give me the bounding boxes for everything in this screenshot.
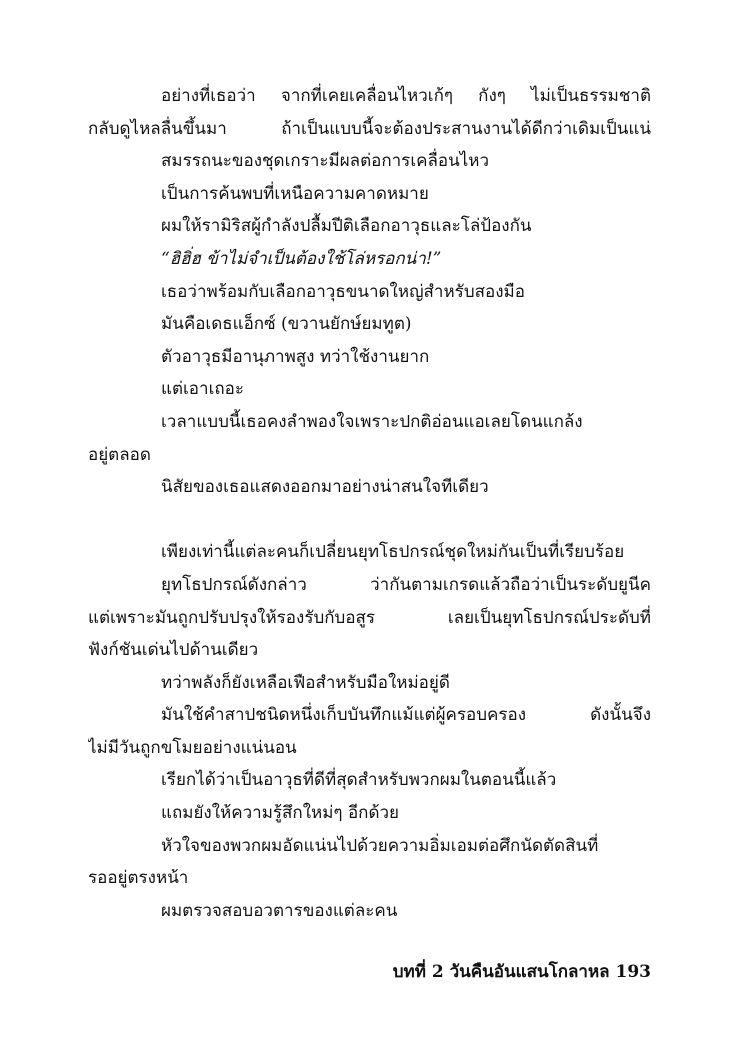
text-line: ไม่มีวันถูกขโมยอย่างแน่นอน bbox=[88, 737, 297, 758]
paragraph-break bbox=[88, 504, 651, 537]
text-line: เวลาแบบนี้เธอคงลำพองใจเพราะปกติอ่อนแอเลยโดนแกล้ง bbox=[161, 411, 583, 432]
text-line: แต่เอาเถอะ bbox=[161, 379, 245, 400]
text-line: ผมให้รามิริสผู้กำลังปลื้มปีติเลือกอาวุธและโล่ป้องกัน bbox=[161, 216, 532, 237]
text-line: เพียงเท่านี้แต่ละคนก็เปลี่ยนยุทโธปกรณ์ชุดใหม่กันเป็นที่เรียบร้อย bbox=[161, 542, 625, 563]
text-line: เธอว่าพร้อมกับเลือกอาวุธขนาดใหญ่สำหรับสองมือ bbox=[161, 281, 525, 302]
body-text bbox=[88, 80, 651, 927]
page-footer: บทที่ 2 วันคืนอันแสนโกลาหล 193 bbox=[392, 962, 651, 982]
text-line: หัวใจของพวกผมอัดแน่นไปด้วยความอิ่มเอมต่อศึกนัดตัดสินที่ bbox=[161, 835, 599, 856]
text-line: แต่เพราะมันถูกปรับปรุงให้รองรับกับอสูร เลยเป็นยุทโธปกรณ์ประดับที่ bbox=[88, 607, 651, 628]
dialogue-line: “ฮิฮิ่ฮ ข้าไม่จำเป็นต้องใช้โล่หรอกน่า!” bbox=[161, 248, 442, 269]
text-line: เป็นการค้นพบที่เหนือความคาดหมาย bbox=[161, 183, 429, 204]
text-line: มันคือเดธแอ็กซ์ (ขวานยักษ์ยมทูต) bbox=[161, 314, 412, 335]
text-line: เรียกได้ว่าเป็นอาวุธที่ดีที่สุดสำหรับพวกผมในตอนนี้แล้ว bbox=[161, 770, 557, 791]
text-line: ฟังก์ชันเด่นไปด้านเดียว bbox=[88, 640, 259, 661]
text-line: กลับดูไหลลื่นขึ้นมา ถ้าเป็นแบบนี้จะต้องประสานงานได้ดีกว่าเดิมเป็นแน่ bbox=[88, 118, 651, 139]
text-line: อยู่ตลอด bbox=[88, 444, 151, 465]
text-line: แถมยังให้ความรู้สึกใหม่ๆ อีกด้วย bbox=[161, 803, 399, 824]
text-line: อย่างที่เธอว่า จากที่เคยเคลื่อนไหวเก้ๆ กังๆ ไม่เป็นธรรมชาติ bbox=[161, 86, 651, 106]
text-line: ทว่าพลังก็ยังเหลือเฟือสำหรับมือใหม่อยู่ดี bbox=[161, 672, 450, 693]
text-line: ยุทโธปกรณ์ดังกล่าว ว่ากันตามเกรดแล้วถือว่าเป็นระดับยูนีค bbox=[161, 574, 651, 595]
text-line: นิสัยของเธอแสดงออกมาอย่างน่าสนใจทีเดียว bbox=[161, 477, 489, 498]
text-line: รออยู่ตรงหน้า bbox=[88, 868, 189, 889]
text-line: ตัวอาวุธมีอานุภาพสูง ทว่าใช้งานยาก bbox=[161, 346, 430, 367]
text-line: มันใช้คำสาปชนิดหนึ่งเก็บบันทึกแม้แต่ผู้ครอบครอง ดังนั้นจึง bbox=[161, 705, 651, 726]
text-line: ผมตรวจสอบอวตารของแต่ละคน bbox=[161, 900, 398, 921]
text-line: สมรรถนะของชุดเกราะมีผลต่อการเคลื่อนไหว bbox=[161, 151, 490, 172]
